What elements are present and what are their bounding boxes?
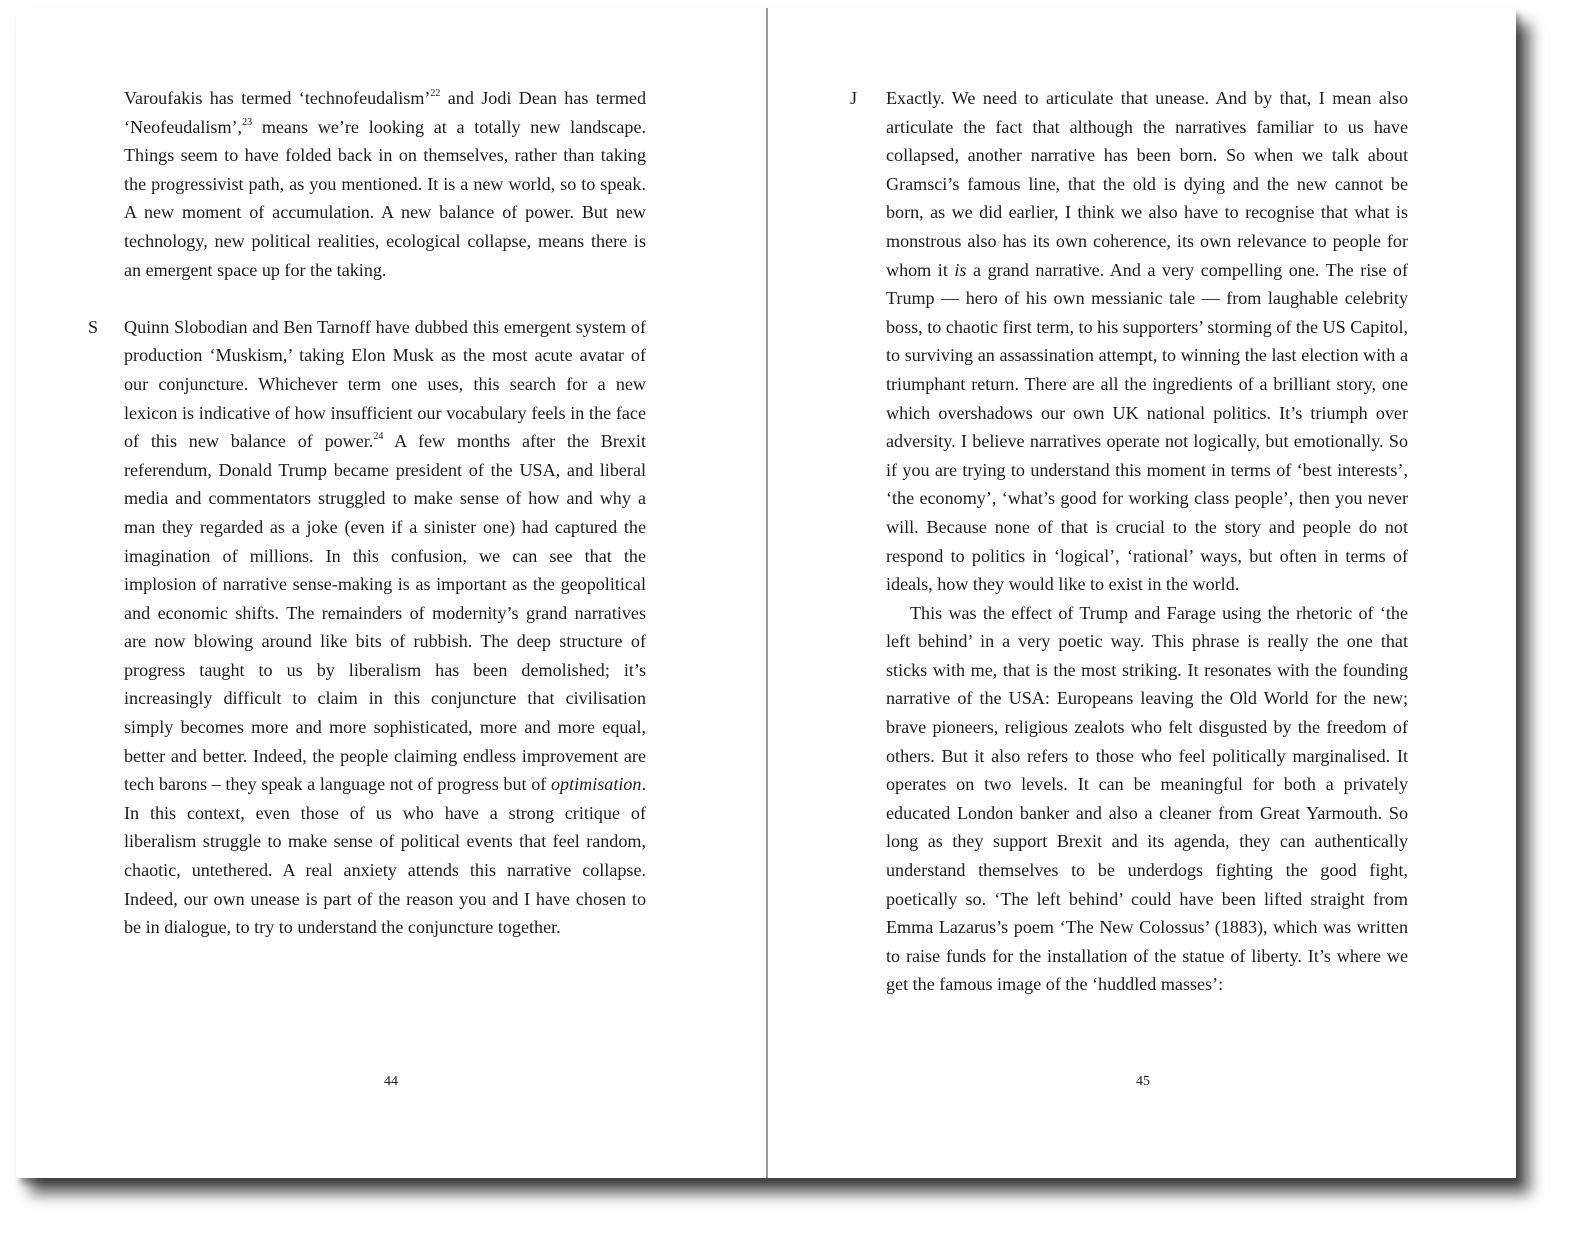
right-page-text (850, 84, 1408, 999)
text-run: a grand narrative. And a very compelling one. The rise of Trump — hero of his own messianic tale — from laughable celebrity boss, to chaotic first term, to his supporters’ storming of the US Capitol, to surviving an assassination attempt, to winning the last election with a triumphant return. There are all the ingredients of a brilliant story, one which overshadows our own UK national politics. It’s triumph over adversity. I believe narratives operate not logically, but emotionally. So if you are trying to understand this moment in terms of ‘best interests’, ‘the economy’, ‘what’s good for working class people’, then you never will. Because none of that is crucial to the story and people do not respond to politics in ‘logical’, ‘rational’ ways, but often in terms of ideals, how they would like to exist in the world. (886, 259, 1408, 595)
speaker-label: S (88, 316, 99, 337)
footnote-ref[interactable]: 22 (430, 88, 441, 99)
footnote-ref[interactable]: 24 (373, 431, 384, 443)
emphasis: optimisation (550, 774, 642, 795)
left-page-text (88, 84, 646, 942)
paragraph (886, 599, 1408, 999)
page-number: 45 (1136, 1074, 1150, 1089)
text-run: Quinn Slobodian and Ben Tarnoff have dubbed this emergent system of production ‘Muskism,’ taking Elon Musk as the most acute avatar of our conjuncture. Whichever term one uses, this search for a new lexicon is indicative of how insufficient our vocabulary feels in the face of this new balance of power. (124, 316, 646, 452)
paragraph (850, 84, 1408, 599)
text-run: Exactly. We need to articulate that unease. And by that, I mean also articulate the fact that although the narratives familiar to us have collapsed, another narrative has been born. So when we talk about Gramsci’s famous line, that the old is dying and the new cannot be born, as we did earlier, I think we also have to recognise that what is monstrous also has its own coherence, its own relevance to people for whom it (886, 88, 1408, 280)
text-run: This was the effect of Trump and Farage using the rhetoric of ‘the left behind’ in a very poetic way. This phrase is really the one that sticks with me, that is the most striking. It resonates with the founding narrative of the USA: Europeans leaving the Old World for the new; brave pioneers, religious zealots who felt disgusted by the freedom of others. But it also refers to those who feel politically marginalised. It operates on two levels. It can be meaningful for both a privately educated London banker and also a cleaner from Great Yarmouth. So long as they support Brexit and its agenda, they can authentically understand themselves to be underdogs fighting the good fight, poetically so. ‘The left behind’ could have been lifted straight from Emma Lazarus’s poem ‘The New Colossus’ (1883), which was written to raise funds for the installation of the statue of liberty. It’s where we get the famous image of the ‘huddled masses’: (886, 602, 1408, 995)
right-page (768, 8, 1518, 1178)
text-run: A few months after the Brexit referendum, Donald Trump became president of the USA, and liberal media and commentators struggled to make sense of how and why a man they regarded as a joke (even if a sinister one) had captured the imagination of millions. In this confusion, we can see that the implosion of narrative sense-making is as important as the geopolitical and economic shifts. The remainders of modernity’s grand narratives are now blowing around like bits of rubbish. The deep structure of progress taught to us by liberalism has been demolished; it’s increasingly difficult to claim in this conjuncture that civilisation simply becomes more and more sophisticated, more and more equal, better and better. Indeed, the people claiming endless improvement are tech barons – they speak a language not of progress but of (124, 431, 646, 795)
paragraph (88, 313, 646, 942)
page-number: 44 (384, 1074, 398, 1089)
paragraph (124, 84, 646, 284)
speaker-label: J (850, 88, 858, 108)
emphasis: is (954, 259, 967, 280)
text-run: . In this context, even those of us who have a strong critique of liberalism struggle to make sense of political events that feel random, chaotic, untethered. A real anxiety attends this narrative collapse. Indeed, our own unease is part of the reason you and I have chosen to be in dialogue, to try to understand the conjuncture together. (124, 774, 646, 938)
text-run: and Jodi Dean has termed ‘Neofeudalism’, (124, 88, 646, 137)
text-run: means we’re looking at a totally new landscape. Things seem to have folded back in on themselves, rather than taking the progressivist path, as you mentioned. It is a new world, so to speak. A new moment of accumulation. A new balance of power. But new technology, new political realities, ecological collapse, means there is an emergent space up for the taking. (124, 116, 646, 280)
footnote-ref[interactable]: 23 (242, 116, 253, 128)
book-spread (16, 8, 1516, 1178)
text-run: Varoufakis has termed ‘technofeudalism’ (124, 88, 431, 108)
left-page (16, 8, 766, 1178)
